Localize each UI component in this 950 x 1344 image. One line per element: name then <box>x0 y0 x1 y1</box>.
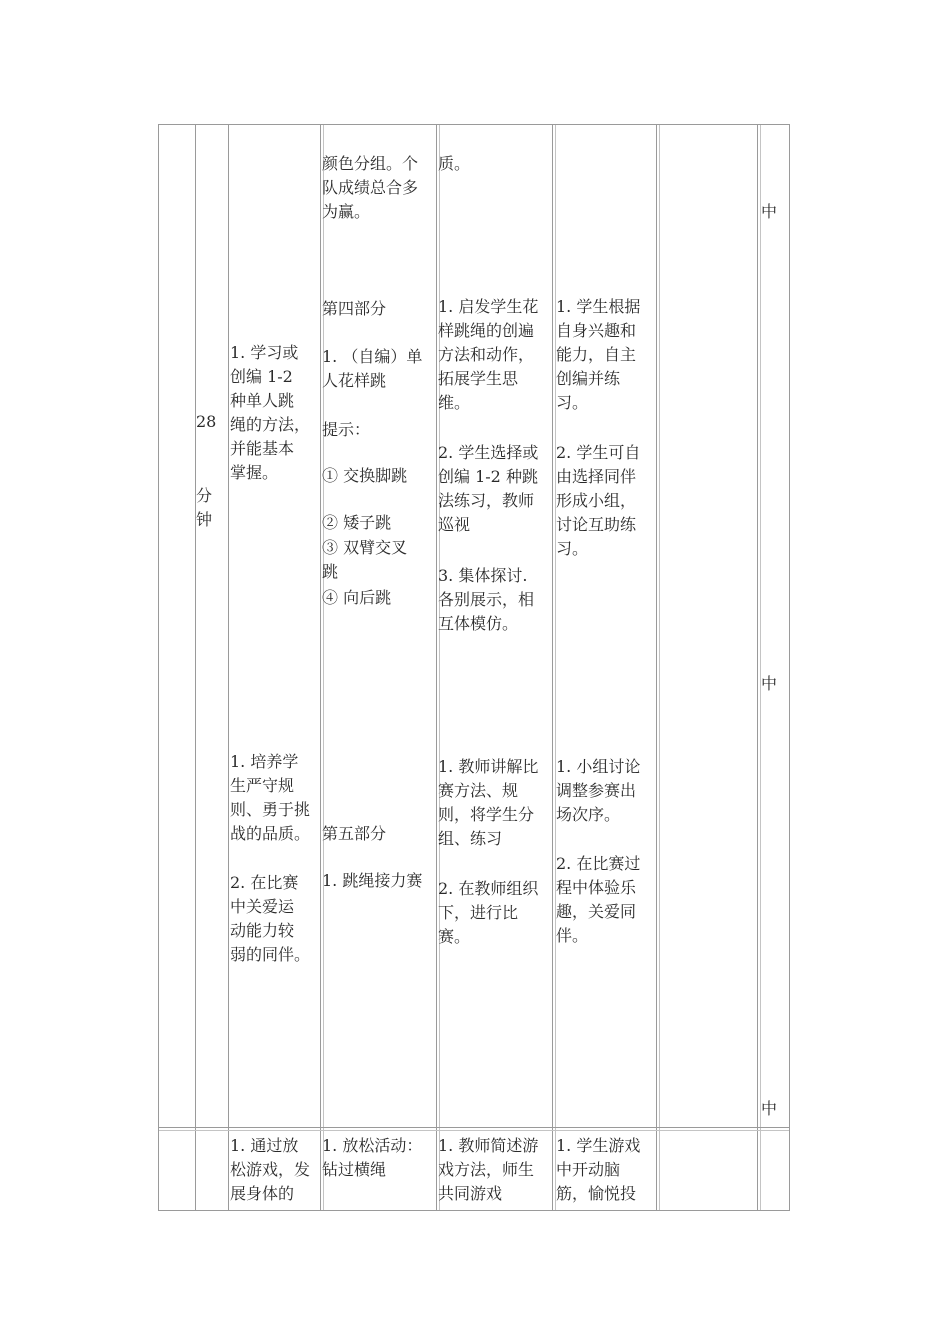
hint-label: 提示： <box>322 420 371 439</box>
goal-part5-1: 1. 培养学 生严守规 则、勇于挑 战的品质。 <box>230 752 311 843</box>
part5-item: 1. 跳绳接力赛 <box>322 871 423 890</box>
hint-item-3: ③ 双臂交叉 跳 <box>322 538 408 581</box>
hint-item-4: ④ 向后跳 <box>322 588 392 607</box>
teacher-part4-2: 2. 学生选择或 创编 1-2 种跳 法练习，教师 巡视 <box>438 443 539 534</box>
student-part4-2: 2. 学生可自 由选择同伴 形成小组， 讨论互助练 习。 <box>556 443 641 558</box>
student-part4-1: 1. 学生根据 自身兴趣和 能力，自主 创编并练 习。 <box>556 297 641 412</box>
content-next-row: 1. 放松活动： 钻过横绳 <box>322 1136 423 1179</box>
goal-part5-2: 2. 在比赛 中关爱运 动能力较 弱的同伴。 <box>230 873 311 964</box>
student-part5-1: 1. 小组讨论 调整参赛出 场次序。 <box>556 757 641 824</box>
student-part5-2: 2. 在比赛过 程中体验乐 趣，关爱同 伴。 <box>556 854 641 945</box>
column-border <box>436 125 437 1210</box>
time-unit-zhong: 钟 <box>196 510 213 529</box>
goal-next-row: 1. 通过放 松游戏，发 展身体的 <box>230 1136 311 1203</box>
part4-item: 1. （自编）单 人花样跳 <box>322 347 423 390</box>
teacher-top: 质。 <box>438 154 471 173</box>
teacher-part5-2: 2. 在教师组织 下，进行比 赛。 <box>438 879 539 946</box>
column-border <box>757 125 758 1210</box>
column-border <box>656 125 657 1210</box>
intensity-3: 中 <box>761 1099 778 1118</box>
teacher-part4-3: 3. 集体探讨. 各别展示，相 互体模仿。 <box>438 566 535 633</box>
column-border <box>195 125 196 1210</box>
hint-item-1: ① 交换脚跳 <box>322 466 408 485</box>
student-next-row: 1. 学生游戏 中开动脑 筋，愉悦投 <box>556 1136 641 1203</box>
content-top: 颜色分组。个 队成绩总合多 为赢。 <box>322 154 419 221</box>
goal-part4: 1. 学习或 创编 1-2 种单人跳 绳的方法， 并能基本 掌握。 <box>230 343 311 482</box>
intensity-2: 中 <box>761 674 778 693</box>
lesson-plan-table <box>158 124 790 1211</box>
row-border <box>159 1127 789 1128</box>
hint-item-2: ② 矮子跳 <box>322 513 392 532</box>
part5-title: 第五部分 <box>322 824 387 843</box>
column-border <box>228 125 229 1210</box>
time-unit-fen: 分 <box>196 486 213 505</box>
teacher-part4-1: 1. 启发学生花 样跳绳的创遍 方法和动作， 拓展学生思 维。 <box>438 297 539 412</box>
intensity-1: 中 <box>761 202 778 221</box>
teacher-next-row: 1. 教师简述游 戏方法，师生 共同游戏 <box>438 1136 539 1203</box>
time-number: 28 <box>196 412 217 431</box>
teacher-part5-1: 1. 教师讲解比 赛方法、规 则，将学生分 组、练习 <box>438 757 539 848</box>
column-border <box>552 125 553 1210</box>
part4-title: 第四部分 <box>322 299 387 318</box>
column-border <box>320 125 321 1210</box>
